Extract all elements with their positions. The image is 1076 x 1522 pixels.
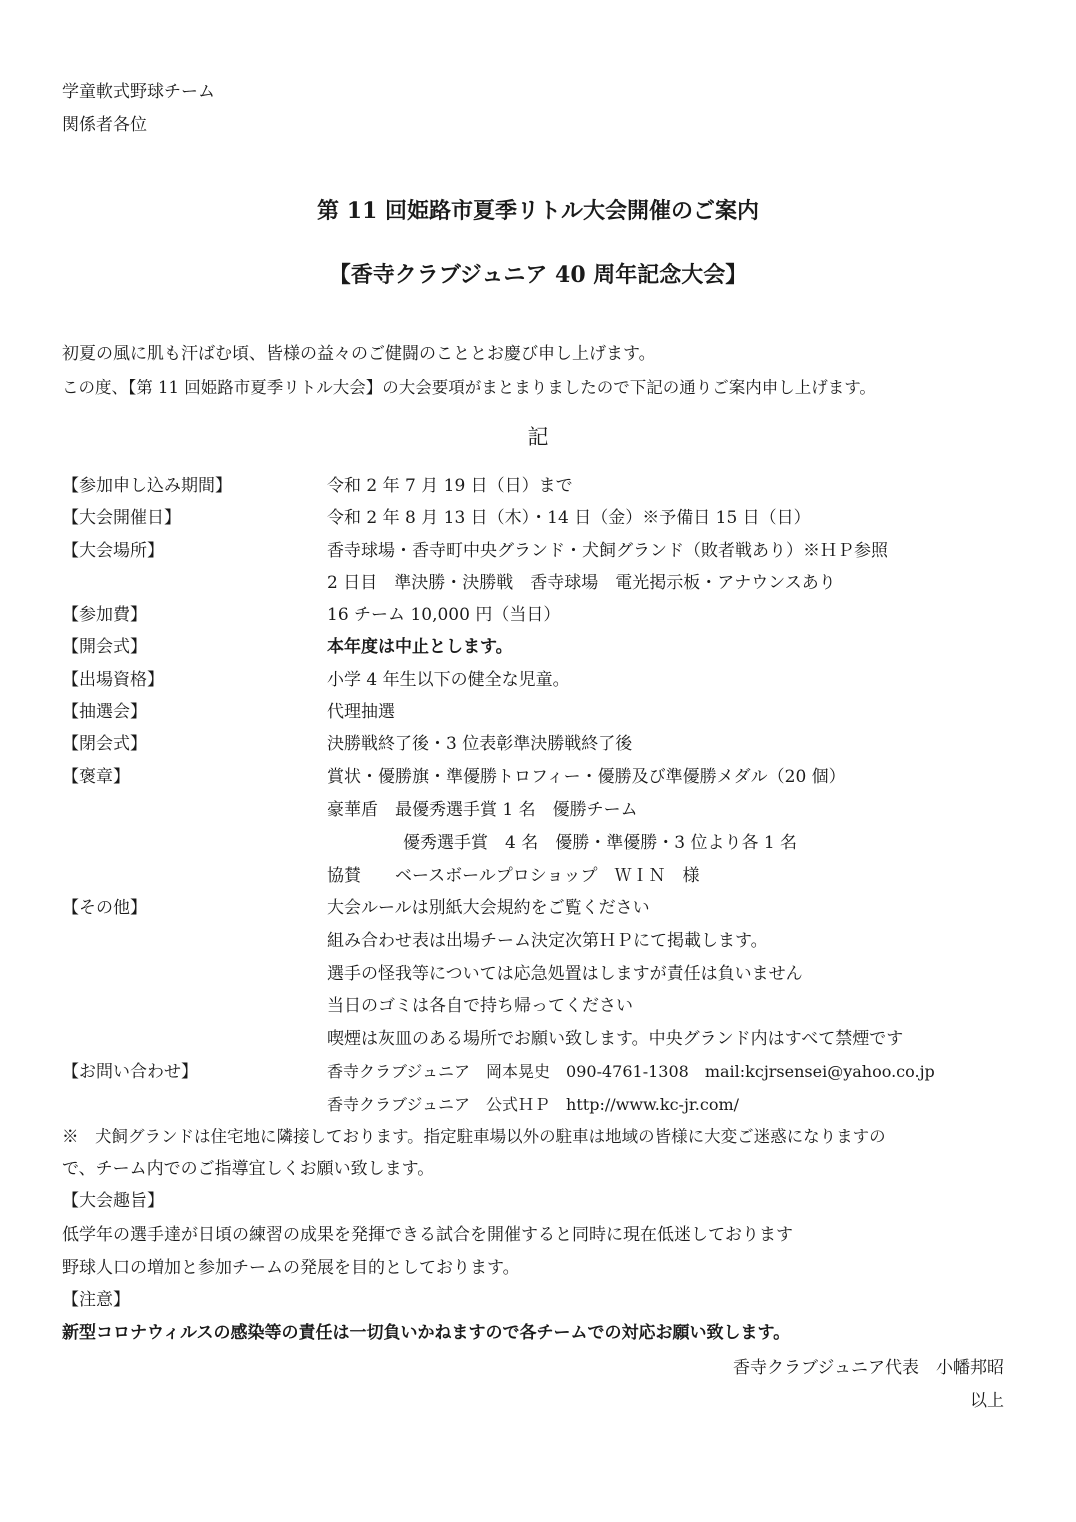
fee-label: 【参加費】 xyxy=(62,605,147,625)
eligibility-value: 小学 4 年生以下の健全な児童。 xyxy=(327,670,570,690)
note-line-1: ※ 犬飼グランドは住宅地に隣接しております。指定駐車場以外の駐車は地域の皆様に大変ご迷惑になりますの xyxy=(62,1127,886,1146)
opening-ceremony-value: 本年度は中止とします。 xyxy=(327,637,513,657)
venue-value-1: 香寺球場・香寺町中央グランド・犬飼グランド（敗者戦あり）※ＨＰ参照 xyxy=(327,541,888,561)
other-label: 【その他】 xyxy=(62,898,147,918)
awards-value-4: 協賛 ベースボールプロショップ ＷＩＮ 様 xyxy=(327,866,700,886)
awards-label: 【褒章】 xyxy=(62,767,130,787)
other-value-3: 選手の怪我等については応急処置はしますが責任は負いません xyxy=(327,964,803,984)
event-date-value: 令和 2 年 8 月 13 日（木）・14 日（金）※予備日 15 日（日） xyxy=(327,508,811,528)
addressee-line-1: 学童軟式野球チーム xyxy=(62,82,215,102)
document-title: 第 11 回姫路市夏季リトル大会開催のご案内 xyxy=(317,198,759,224)
document-subtitle: 【香寺クラブジュニア 40 周年記念大会】 xyxy=(328,262,748,288)
awards-value-3: 優秀選手賞 4 名 優勝・準優勝・3 位より各 1 名 xyxy=(403,833,798,853)
greeting-line-2: この度、【第 11 回姫路市夏季リトル大会】の大会要項がまとまりましたので下記の通りご案内申し上げます。 xyxy=(62,378,876,397)
signature: 香寺クラブジュニア代表 小幡邦昭 xyxy=(733,1358,1004,1378)
contact-value-2: 香寺クラブジュニア 公式ＨＰ http://www.kc-jr.com/ xyxy=(327,1095,740,1114)
contact-label: 【お問い合わせ】 xyxy=(62,1062,198,1082)
other-value-1: 大会ルールは別紙大会規約をご覧ください xyxy=(327,898,650,918)
fee-value: 16 チーム 10,000 円（当日） xyxy=(327,605,561,625)
purpose-label: 【大会趣旨】 xyxy=(62,1191,164,1211)
eligibility-label: 【出場資格】 xyxy=(62,670,164,690)
lottery-value: 代理抽選 xyxy=(327,702,395,722)
event-date-label: 【大会開催日】 xyxy=(62,508,181,528)
caution-text: 新型コロナウィルスの感染等の責任は一切負いかねますので各チームでの対応お願い致します。 xyxy=(62,1323,791,1343)
awards-value-1: 賞状・優勝旗・準優勝トロフィー・優勝及び準優勝メダル（20 個） xyxy=(327,767,846,787)
ki-heading: 記 xyxy=(527,425,549,449)
contact-value-1: 香寺クラブジュニア 岡本晃史 090-4761-1308 mail:kcjrsensei@yahoo.co.jp xyxy=(327,1062,935,1081)
other-value-5: 喫煙は灰皿のある場所でお願い致します。中央グランド内はすべて禁煙です xyxy=(327,1029,904,1049)
purpose-line-1: 低学年の選手達が日頃の練習の成果を発揮できる試合を開催すると同時に現在低迷しております xyxy=(62,1225,793,1245)
purpose-line-2: 野球人口の増加と参加チームの発展を目的としております。 xyxy=(62,1258,520,1278)
entry-period-label: 【参加申し込み期間】 xyxy=(62,476,232,496)
entry-period-value: 令和 2 年 7 月 19 日（日）まで xyxy=(327,476,573,496)
addressee-line-2: 関係者各位 xyxy=(62,115,147,135)
venue-value-2: 2 日目 準決勝・決勝戦 香寺球場 電光掲示板・アナウンスあり xyxy=(327,573,836,593)
other-value-2: 組み合わせ表は出場チーム決定次第ＨＰにて掲載します。 xyxy=(327,931,768,951)
lottery-label: 【抽選会】 xyxy=(62,702,147,722)
venue-label: 【大会場所】 xyxy=(62,541,164,561)
awards-value-2: 豪華盾 最優秀選手賞 1 名 優勝チーム xyxy=(327,800,638,820)
closing-word: 以上 xyxy=(970,1391,1004,1411)
closing-ceremony-value: 決勝戦終了後・3 位表彰準決勝戦終了後 xyxy=(327,734,633,754)
closing-ceremony-label: 【閉会式】 xyxy=(62,734,147,754)
greeting-line-1: 初夏の風に肌も汗ばむ頃、皆様の益々のご健闘のこととお慶び申し上げます。 xyxy=(62,344,656,364)
caution-label: 【注意】 xyxy=(62,1290,130,1310)
other-value-4: 当日のゴミは各自で持ち帰ってください xyxy=(327,996,633,1016)
opening-ceremony-label: 【開会式】 xyxy=(62,637,147,657)
note-line-2: で、チーム内でのご指導宜しくお願い致します。 xyxy=(62,1159,435,1179)
